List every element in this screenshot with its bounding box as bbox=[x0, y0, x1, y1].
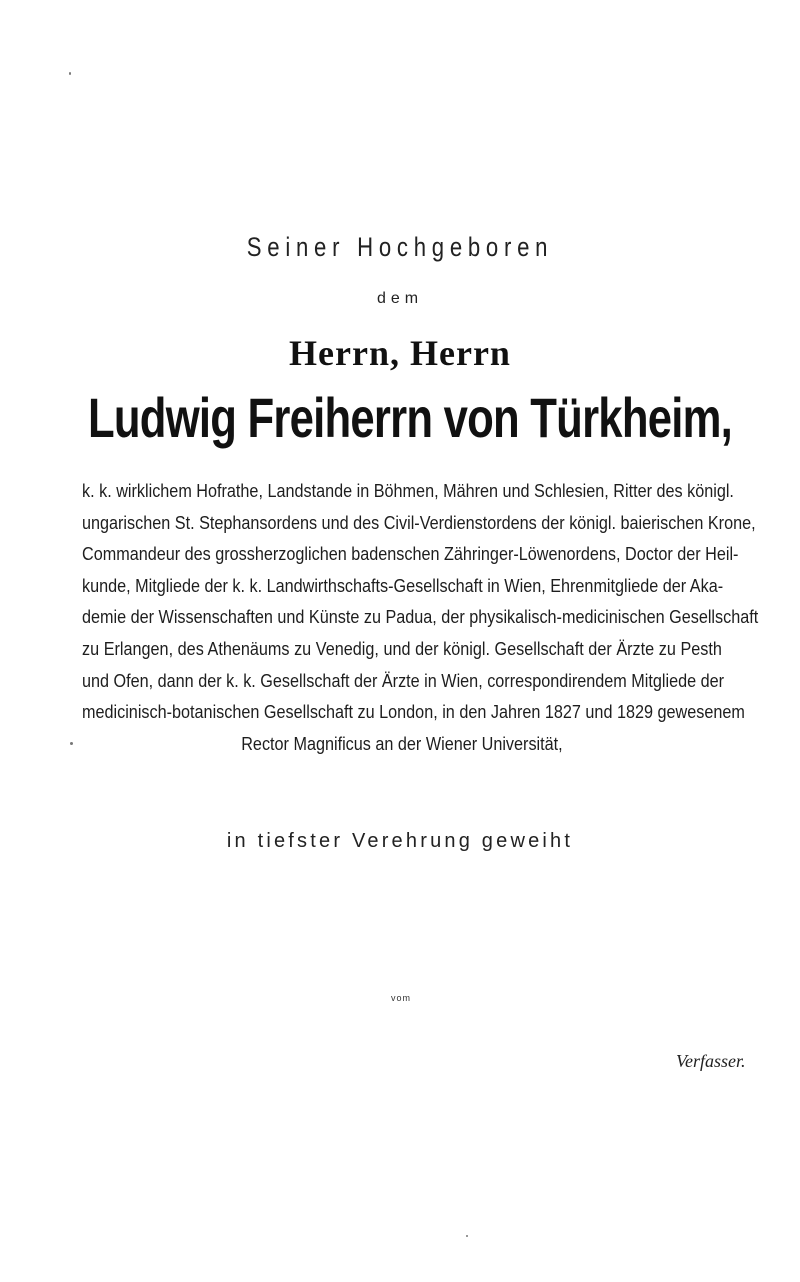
titles-line-last: Rector Magnificus an der Wiener Universität, bbox=[241, 733, 563, 754]
paper-speck bbox=[466, 1235, 468, 1237]
author-signature: Verfasser. bbox=[676, 1051, 746, 1071]
titles-line: kunde, Mitgliede der k. k. Landwirthschafts-Gesellschaft in Wien, Ehrenmitgliede der Aka- bbox=[82, 575, 724, 596]
paper-speck bbox=[70, 742, 73, 745]
titles-line: demie der Wissenschaften und Künste zu Padua, der physikalisch-medicinischen Gesellschaft bbox=[82, 607, 759, 628]
von-line: vom bbox=[390, 993, 411, 1003]
dedicatee-name: Ludwig Freiherrn von Türkheim, bbox=[88, 386, 732, 449]
titles-line: und Ofen, dann der k. k. Gesellschaft der Ärzte in Wien, correspondirendem Mitgliede der bbox=[82, 670, 725, 691]
titles-line: Commandeur des grossherzoglichen badenschen Zähringer-Löwenordens, Doctor der Heil- bbox=[82, 544, 739, 565]
salutation-line: Herrn, Herrn bbox=[289, 333, 511, 373]
titles-line: k. k. wirklichem Hofrathe, Landstande in Böhmen, Mähren und Schlesien, Ritter des königl. bbox=[82, 481, 734, 501]
titles-line: medicinisch-botanischen Gesellschaft zu London, in den Jahren 1827 und 1829 gewesenem bbox=[82, 702, 745, 723]
titles-paragraph bbox=[82, 476, 759, 760]
dedication-line: in tiefster Verehrung geweiht bbox=[226, 830, 574, 852]
titles-line: zu Erlangen, des Athenäums zu Venedig, und der königl. Gesellschaft der Ärzte zu Pesth bbox=[82, 638, 722, 659]
titles-line: ungarischen St. Stephansordens und des Civil-Verdienstordens der königl. baierischen Krone, bbox=[82, 512, 756, 533]
paper-speck bbox=[69, 72, 71, 75]
honorific-line: Seiner Hochgeboren bbox=[246, 232, 554, 262]
article-line: dem bbox=[376, 290, 424, 307]
